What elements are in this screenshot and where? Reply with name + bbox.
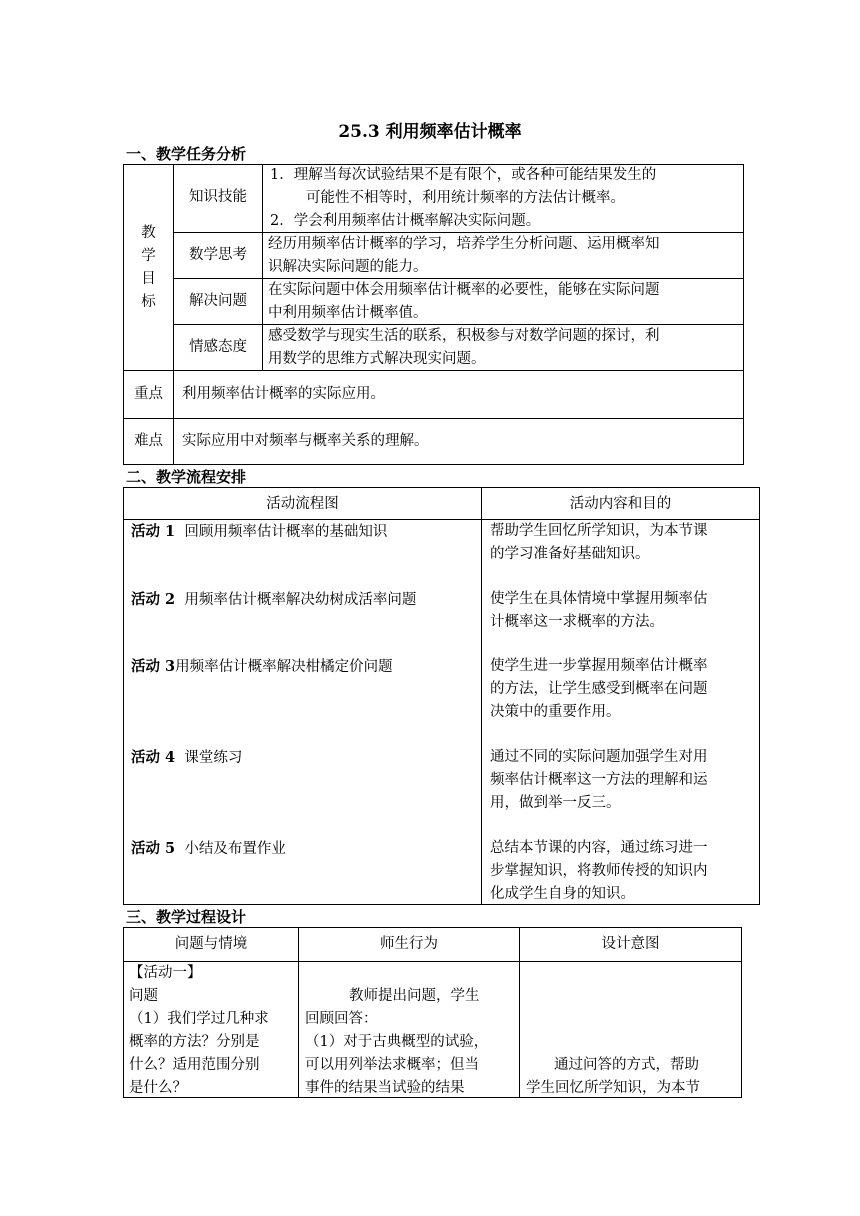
goal-label: 教 学 目 标	[141, 225, 156, 310]
activity-2-purpose: 使学生在具体情境中掌握用频率估 计概率这一求概率的方法。	[490, 591, 708, 630]
activity-1-purpose: 帮助学生回忆所学知识，为本节课 的学习准备好基础知识。	[490, 523, 708, 562]
process-header-behavior: 师生行为	[380, 936, 438, 952]
section-heading-analysis: 一、教学任务分析	[126, 145, 247, 163]
activity-4-purpose: 通过不同的实际问题加强学生对用 频率估计概率这一方法的理解和运 用，做到举一反三。	[490, 749, 708, 811]
flow-header-purpose: 活动内容和目的	[569, 496, 672, 512]
row-content-thinking: 经历用频率估计概率的学习，培养学生分析问题、运用概率知 识解决实际问题的能力。	[268, 236, 660, 275]
row-label-problem: 解决问题	[189, 293, 247, 309]
intent-cell: 通过问答的方式，帮助 学生回忆所学知识，为本节	[526, 1057, 700, 1096]
activity-4: 活动 4 课堂练习	[131, 749, 243, 766]
row-label-knowledge: 知识技能	[189, 189, 247, 205]
section-heading-flow: 二、教学流程安排	[126, 468, 247, 486]
key-content: 利用频率估计概率的实际应用。	[182, 386, 385, 402]
row-content-problem: 在实际问题中体会用频率估计概率的必要性，能够在实际问题 中利用频率估计概率值。	[268, 282, 660, 321]
activity-5: 活动 5 小结及布置作业	[131, 840, 286, 857]
behavior-cell: 教师提出问题，学生 回顾回答： （1）对于古典概型的试验， 可以用列举法求概率；但当 事件的结果当试验的结果	[305, 988, 489, 1096]
activity-3: 活动 3用频率估计概率解决柑橘定价问题	[131, 658, 393, 675]
process-header-problem: 问题与情境	[174, 936, 248, 952]
row-content-attitude: 感受数学与现实生活的联系，积极参与对数学问题的探讨，利 用数学的思维方式解决现实问题。	[268, 328, 660, 367]
row-content-knowledge: 1．理解当每次试验结果不是有限个，或各种可能结果发生的 可能性不相等时，利用统计频率的方法估计概率。 2．学会利用频率估计概率解决实际问题。	[270, 167, 657, 229]
process-header-intent: 设计意图	[601, 936, 660, 952]
activity-1: 活动 1 回顾用频率估计概率的基础知识	[131, 523, 388, 540]
page-title: 25.3 利用频率估计概率	[338, 122, 522, 142]
row-label-attitude: 情感态度	[189, 339, 247, 355]
activity-3-purpose: 使学生进一步掌握用频率估计概率 的方法，让学生感受到概率在问题 决策中的重要作用。	[490, 658, 708, 720]
flow-header-chart: 活动流程图	[266, 496, 339, 512]
activity-5-purpose: 总结本节课的内容，通过练习进一 步掌握知识，将教师传授的知识内 化成学生自身的知识。	[490, 840, 708, 902]
row-label-thinking: 数学思考	[189, 247, 247, 263]
problem-cell: 【活动一】 问题 （1）我们学过几种求 概率的方法？分别是 什么？适用范围分别 是什么？	[129, 965, 269, 1096]
difficulty-content: 实际应用中对频率与概率关系的理解。	[182, 433, 429, 449]
activity-2: 活动 2 用频率估计概率解决幼树成活率问题	[131, 591, 417, 608]
difficulty-label: 难点	[134, 433, 163, 449]
section-heading-process: 三、教学过程设计	[126, 908, 247, 926]
key-label: 重点	[134, 386, 163, 402]
